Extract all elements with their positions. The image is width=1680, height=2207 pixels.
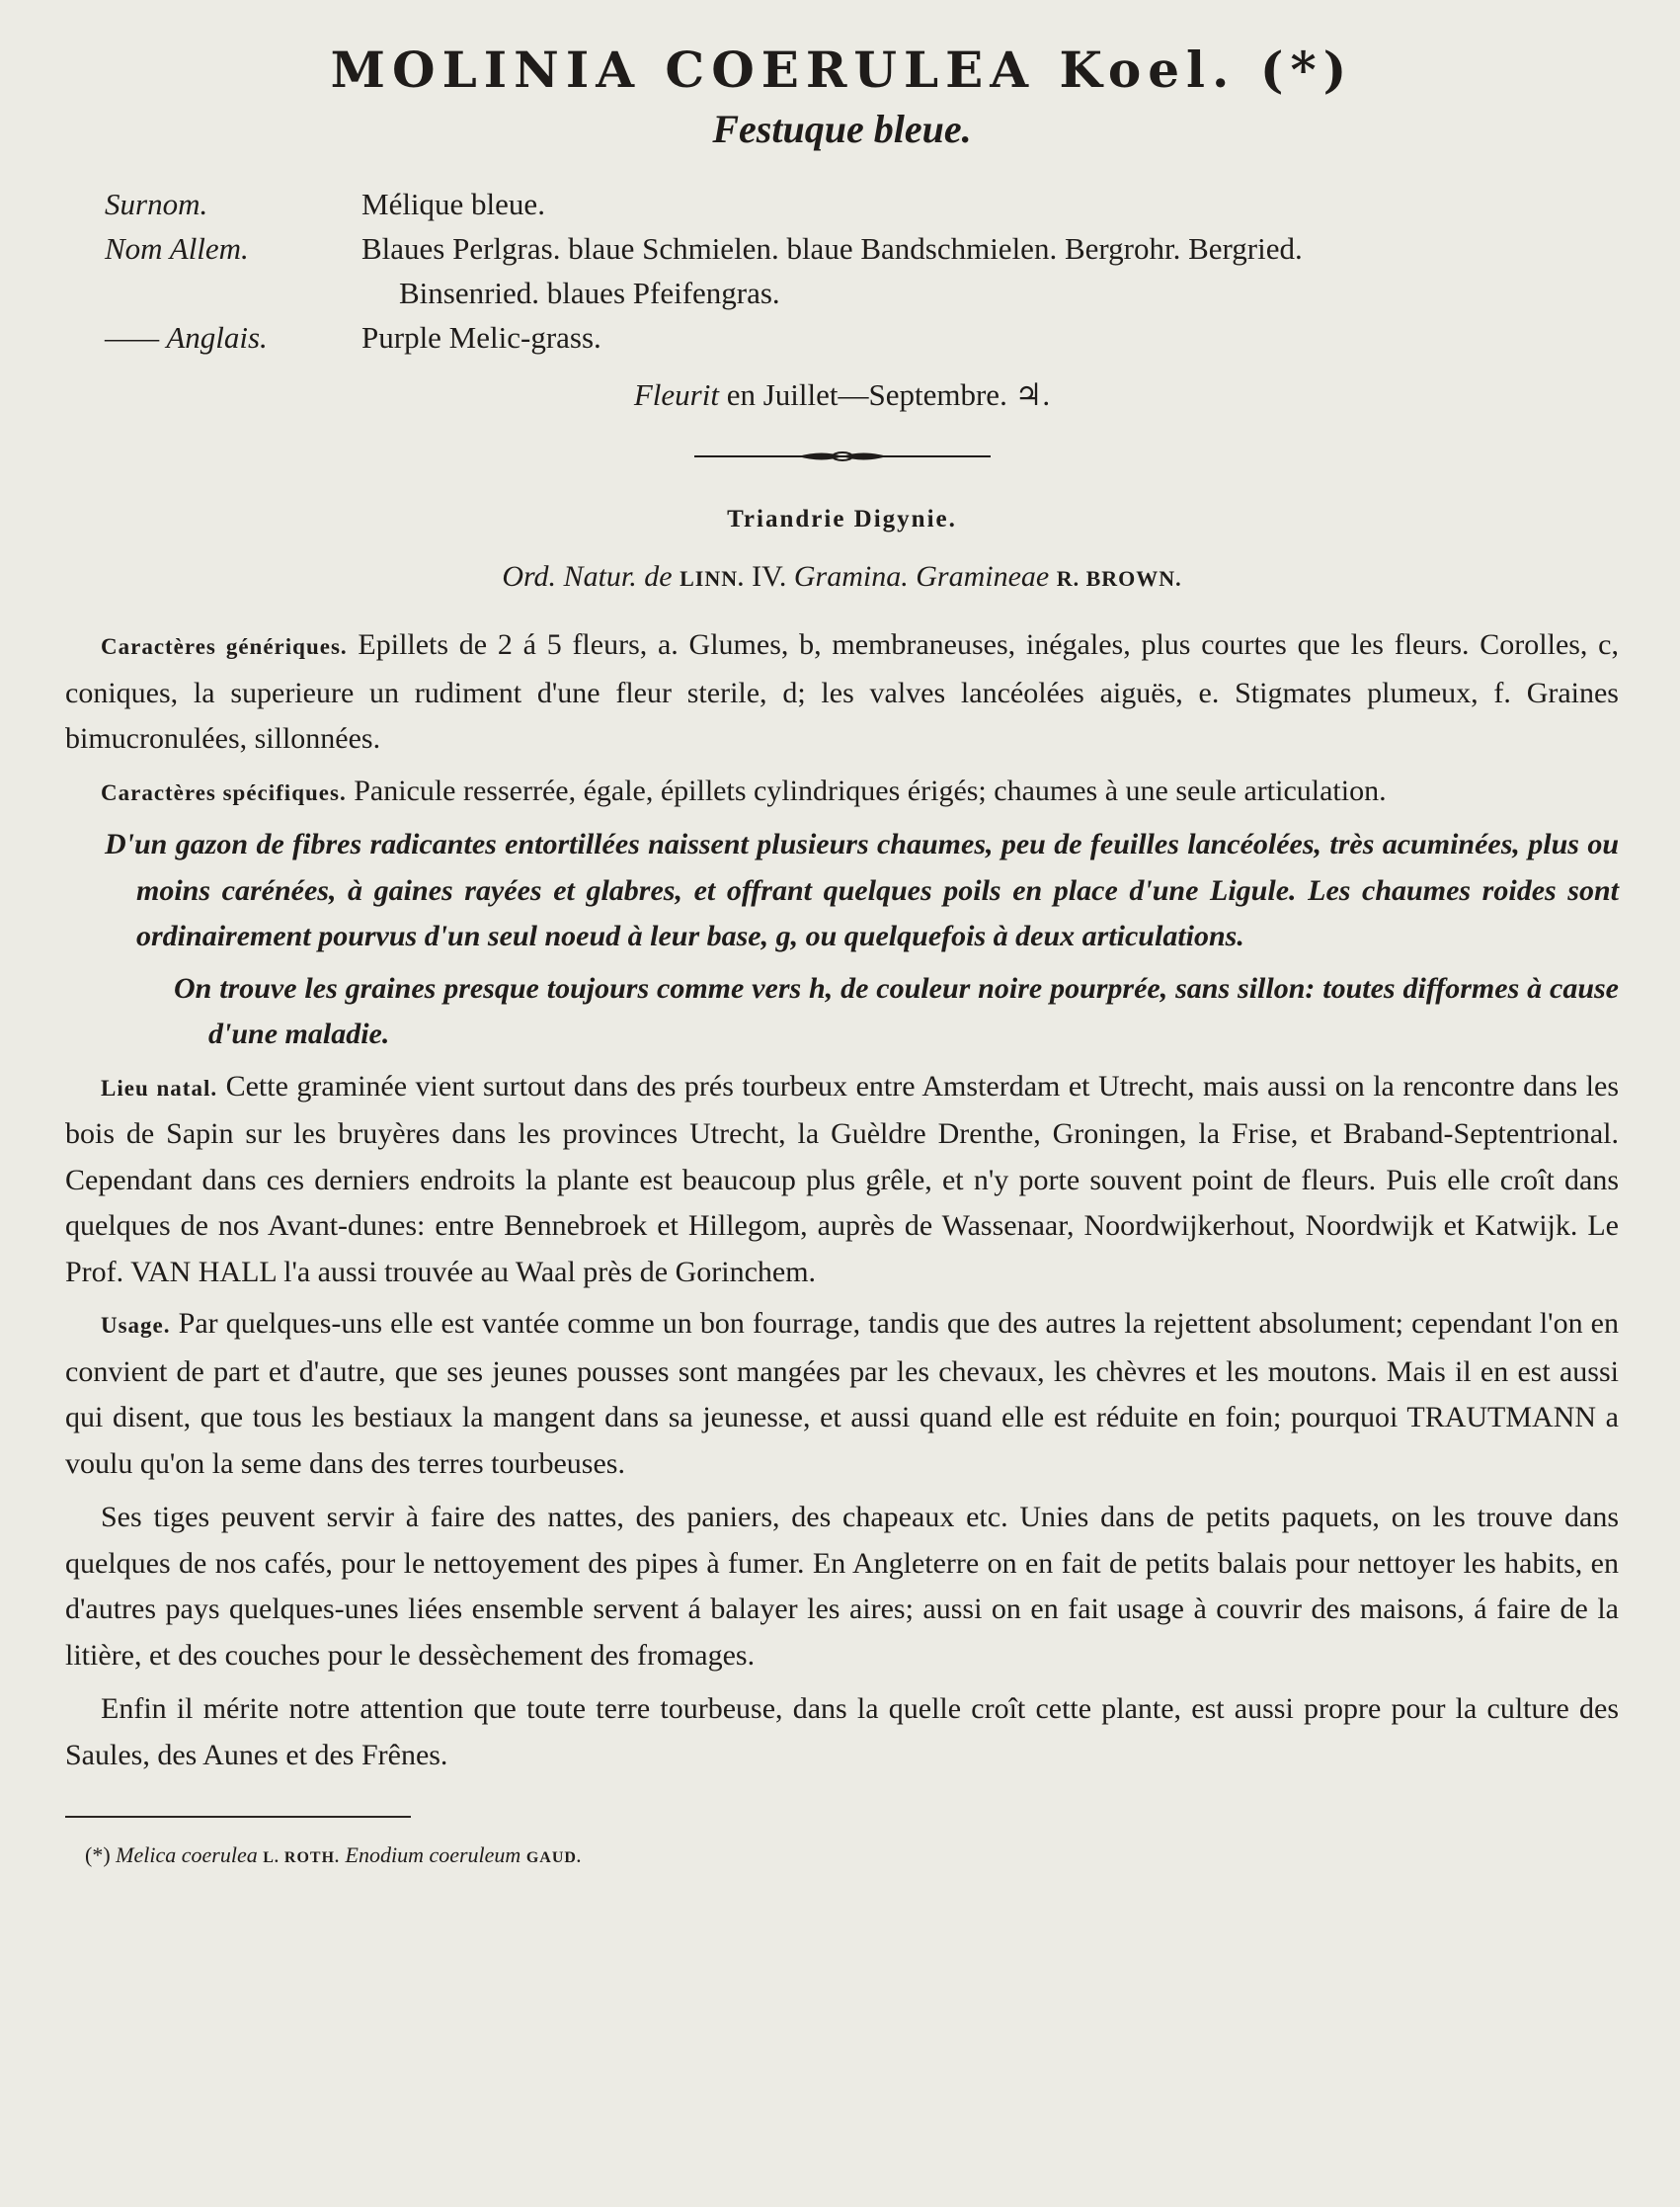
common-names-block (105, 182, 1619, 360)
title-author: Koel. (1059, 41, 1237, 99)
ord-linn: LINN. (680, 566, 745, 591)
usage-label: Usage. (101, 1313, 171, 1338)
allem-label: Nom Allem. (105, 231, 249, 266)
main-text (65, 622, 1619, 1778)
flowering-period (65, 373, 1619, 417)
habitat-paragraph (65, 1064, 1619, 1296)
usage-paragraph (65, 1301, 1619, 1487)
footnote-author-2: GAUD. (525, 1849, 582, 1866)
stems-paragraph: Ses tiges peuvent servir à faire des nattes, des paniers, des chapeaux etc. Unies dans de petits paquets, on les trouve dans quelques de nos cafés, pour le nettoyement des pipes à fumer. En Angleterre on en fait de petits balais pour nettoyer les habits, en d'autres pays quelques-unes liées ensemble servent á balayer les aires; aussi on en fait usage à couvrir des maisons, á faire de la litière, et des couches pour le dessèchement des fromages. (65, 1501, 1619, 1672)
generic-characters-paragraph (65, 622, 1619, 763)
ord-brown: R. BROWN. (1056, 566, 1182, 591)
page-title (65, 40, 1619, 101)
allem-value-line2: Binsenried. blaues Pfeifengras. (399, 276, 780, 310)
usage-text: Par quelques-uns elle est vantée comme un bon fourrage, tandis que des autres la rejettent absolument; cependant l'on en convient de part et d'autre, que ses jeunes pousses sont mangées par les chevaux, les chèvres et les moutons. Mais il en est aussi qui disent, que tous les bestiaux la mangent dans sa jeunesse, et aussi quand elle est réduite en foin; pourquoi TRAUTMANN a voulu qu'on la seme dans des terres tourbeuses. (65, 1307, 1619, 1480)
description-paragraph-2: On trouve les graines presque toujours comme vers h, de couleur noire pourprée, sans sillon: toutes difformes à cause d'une maladie. (174, 971, 1619, 1050)
specific-characters-text: Panicule resserrée, égale, épillets cylindriques érigés; chaumes à une seule articulation. (354, 774, 1387, 807)
generic-characters-label: Caractères génériques. (101, 634, 348, 659)
footnote-synonym-1: Melica coerulea (116, 1842, 258, 1867)
generic-characters-text: Epillets de 2 á 5 fleurs, a. Glumes, b, membraneuses, inégales, plus courtes que les fleurs. Corolles, c, coniques, la superieure un rudiment d'une fleur sterile, d; les valves lancéolées aiguës, e. Stigmates plumeux, f. Graines bimucronulées, sillonnées. (65, 628, 1619, 755)
anglais-value: Purple Melic-grass. (361, 320, 601, 355)
title-genus-species: MOLINIA COERULEA (330, 41, 1036, 99)
habitat-text: Cette graminée vient surtout dans des prés tourbeux entre Amsterdam et Utrecht, mais aussi on la rencontre dans les bois de Sapin sur les bruyères dans les provinces Utrecht, la Guèldre Drenthe, Groningen, la Frise, et Braband-Septentrional. Cependant dans ces derniers endroits la plante est beaucoup plus grêle, et n'y porte souvent point de fleurs. Puis elle croît dans quelques de nos Avant-dunes: entre Bennebroek et Hillegom, auprès de Wassenaar, Noordwijkerhout, Noordwijk et Katwijk. Le Prof. VAN HALL l'a aussi trouvée au Waal près de Gorinchem. (65, 1069, 1619, 1288)
specific-characters-paragraph (65, 769, 1619, 817)
ord-gramina: Gramina. Gramineae (793, 560, 1050, 593)
surnom-value: Mélique bleue. (361, 187, 545, 221)
specific-characters-label: Caractères spécifiques. (101, 779, 347, 805)
surnom-label: Surnom. (105, 187, 208, 221)
ord-number: IV. (752, 560, 787, 593)
anglais-label: —— Anglais. (105, 320, 268, 355)
allem-value (361, 226, 1619, 315)
description-paragraph-1: D'un gazon de fibres radicantes entortillées naissent plusieurs chaumes, peu de feuilles lancéolées, très acuminées, plus ou moins carénées, à gaines rayées et glabres, et offrant quelques poils en place d'une Ligule. Les chaumes roides sont ordinairement pourvus d'un seul noeud à leur base, g, ou quelquefois à deux articulations. (105, 828, 1619, 952)
footnote (85, 1839, 1619, 1874)
divider-ornament (694, 449, 991, 464)
habitat-label: Lieu natal. (101, 1075, 218, 1101)
footnote-mark: (*) (85, 1842, 111, 1867)
allem-value-line1: Blaues Perlgras. blaue Schmielen. blaue Bandschmielen. Bergrohr. Bergried. (361, 231, 1303, 266)
classification-heading: Triandrie Digynie. (727, 506, 957, 532)
footnote-rule (65, 1816, 411, 1818)
conclusion-paragraph: Enfin il mérite notre attention que toute terre tourbeuse, dans la quelle croît cette plante, est aussi propre pour la culture des Saules, des Aunes et des Frênes. (65, 1692, 1619, 1771)
title-footnote-ref: (*) (1259, 41, 1354, 99)
fleurit-text: en Juillet—Septembre. ♃. (726, 377, 1051, 412)
footnote-synonym-2: Enodium coeruleum (345, 1842, 521, 1867)
page-subtitle: Festuque bleue. (712, 107, 972, 151)
fleurit-label: Fleurit (633, 377, 719, 412)
natural-order-line (65, 555, 1619, 601)
footnote-author-1: L. ROTH. (263, 1849, 341, 1866)
ord-prefix: Ord. Natur. de (502, 560, 673, 593)
